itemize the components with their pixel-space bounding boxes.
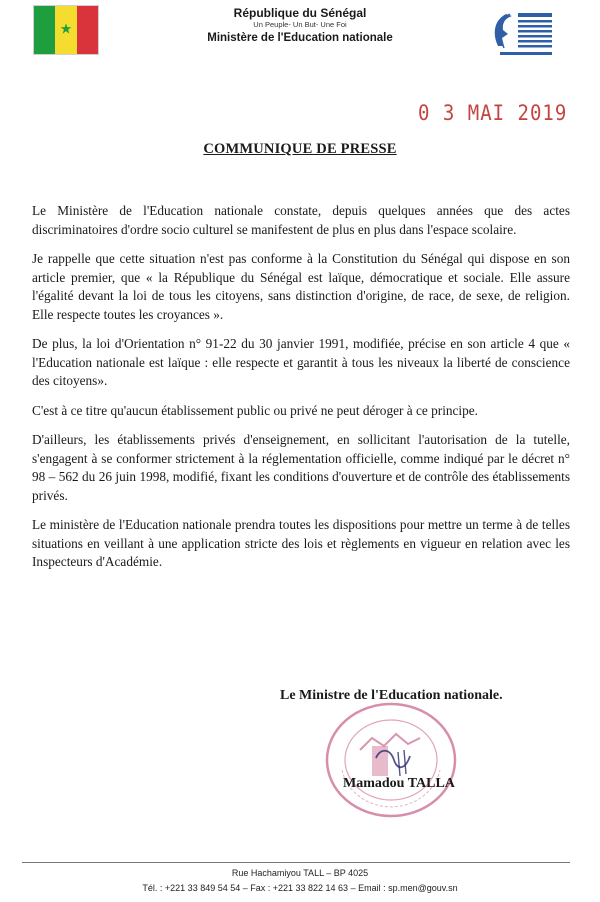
footer-contact: Tél. : +221 33 849 54 54 – Fax : +221 33 822 14 63 – Email : sp.men@gouv.sn bbox=[142, 883, 458, 893]
signatory-name: Mamadou TALLA bbox=[343, 776, 455, 791]
footer bbox=[0, 866, 600, 896]
signature-block bbox=[270, 688, 570, 838]
date-stamp: 0 3 MAI 2019 bbox=[418, 101, 568, 126]
national-motto: Un Peuple- Un But- Une Foi bbox=[253, 20, 347, 29]
paragraph: Je rappelle que cette situation n'est pas conforme à la Constitution du Sénégal qui dispose en son article premier, que « la République du Sénégal est laïque, démocratique et sociale. Elle assure l'égalité devant la loi de tous les citoyens, sans distinction d'origine, de race, de sexe, de religion. Elle respecte toutes les croyances ». bbox=[32, 251, 570, 322]
flag-band-red bbox=[77, 6, 98, 54]
paragraph: Le ministère de l'Education nationale prendra toutes les dispositions pour mettre un terme à de telles situations en veillant à une application stricte des lois et règlements en vigueur en relation avec les Inspecteurs d'Académie. bbox=[32, 517, 570, 569]
senegal-flag-icon bbox=[34, 6, 98, 54]
star-icon: ★ bbox=[59, 21, 73, 38]
signatory-title: Le Ministre de l'Education nationale. bbox=[280, 688, 503, 703]
paragraph: C'est à ce titre qu'aucun établissement public ou privé ne peut déroger à ce principe. bbox=[32, 402, 479, 418]
country-name: République du Sénégal bbox=[233, 6, 367, 20]
flag-band-yellow bbox=[55, 6, 76, 54]
ministry-logo-icon bbox=[488, 8, 558, 60]
ministry-name: Ministère de l'Education nationale bbox=[207, 32, 393, 44]
footer-address: Rue Hachamiyou TALL – BP 4025 bbox=[231, 868, 369, 878]
official-seal-icon bbox=[320, 698, 462, 822]
paragraph: D'ailleurs, les établissements privés d'enseignement, en sollicitant l'autorisation de la tutelle, s'engagent à se conformer strictement à la réglementation officielle, comme indiqué par le décret n° 98 – 562 du 26 juin 1998, modifié, fixant les conditions d'ouverture et de contrôle des établissements privés. bbox=[32, 432, 570, 503]
page-title: COMMUNIQUE DE PRESSE bbox=[203, 141, 397, 157]
footer-divider bbox=[22, 862, 570, 863]
paragraph: De plus, la loi d'Orientation n° 91-22 du 30 janvier 1991, modifiée, précise en son article 4 que « l'Education nationale est laïque : elle respecte et garantit à tous les niveaux la liberté de conscience des citoyens». bbox=[32, 336, 570, 388]
flag-band-green bbox=[34, 6, 55, 54]
communique-body bbox=[32, 202, 570, 583]
letterhead bbox=[150, 6, 450, 46]
paragraph: Le Ministère de l'Education nationale constate, depuis quelques années que des actes discriminatoires d'ordre socio culturel se manifestent de plus en plus dans l'espace scolaire. bbox=[32, 203, 570, 237]
